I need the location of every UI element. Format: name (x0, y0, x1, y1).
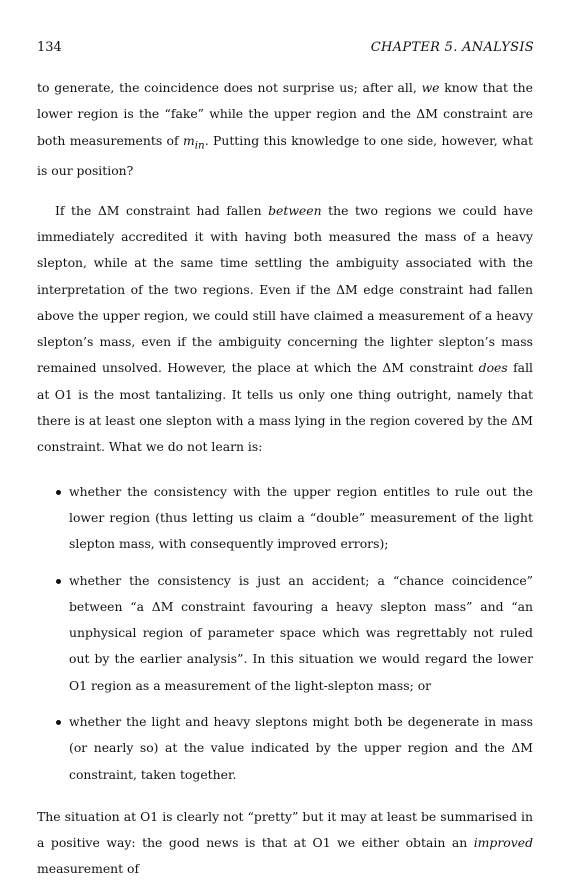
body-text (37, 75, 533, 883)
text-run: If the ΔM constraint had fallen (55, 202, 269, 218)
list-item (37, 568, 533, 699)
text-run: to generate, the coincidence does not surprise us; after all, (37, 80, 422, 95)
emphasis-text: we (421, 80, 440, 95)
text-run: whether the light and heavy sleptons might both be degenerate in mass (or nearly so) at the value indicated by the upper region and the ΔM constraint, taken together. (69, 714, 533, 782)
subscript-text: in (194, 139, 205, 152)
paragraph (37, 75, 533, 185)
page-header (37, 40, 534, 55)
text-run: fall at O1 is the most tantalizing. It tells us only one thing outright, namely that there is at least one slepton with a mass lying in the region covered by the ΔM constraint. What we do not learn is: (37, 360, 533, 455)
text-run: the two regions we could have immediately accredited it with having both measured the mass of a heavy slepton, while at the same time settling the ambiguity associated with the interpretation of the two regions. Even if the ΔM edge constraint had fallen above the upper region, we could still have claimed a measurement of a heavy slepton’s mass, even if the ambiguity concerning the lighter slepton’s mass remained unsolved. However, the place at which the ΔM constraint (37, 202, 533, 376)
emphasis-text: m (182, 132, 195, 148)
chapter-title: CHAPTER 5. ANALYSIS (370, 40, 534, 55)
text-run: The situation at O1 is clearly not “pretty” but it may at least be summarised in a positive way: the good news is that at O1 we either obtain an (37, 808, 533, 851)
paragraph (37, 198, 533, 461)
bullet-list (37, 479, 533, 788)
emphasis-text: does (478, 360, 508, 376)
emphasis-text: between (268, 202, 322, 218)
list-item (37, 709, 533, 788)
list-item (37, 479, 533, 558)
text-run: whether the consistency is just an accident; a “chance coincidence” between “a ΔM constraint favouring a heavy slepton mass” and “an unphysical region of parameter space which was regrettably not ruled out by the earlier analysis”. In this situation we would regard the lower O1 region as a measurement of the light-slepton mass; or (69, 572, 533, 693)
page-number: 134 (37, 40, 62, 55)
text-run: whether the consistency with the upper region entitles to rule out the lower region (thus letting us claim a “double” measurement of the light slepton mass, with consequently improved errors); (69, 483, 533, 552)
text-run: . Putting this knowledge to one side, however, what is our position? (37, 132, 533, 179)
text-run: know that the lower region is the “fake” while the upper region and the ΔM constraint are both measurements of (37, 80, 533, 148)
emphasis-text: improved (473, 835, 533, 851)
text-run: measurement of (37, 861, 140, 877)
paragraph (37, 804, 533, 883)
